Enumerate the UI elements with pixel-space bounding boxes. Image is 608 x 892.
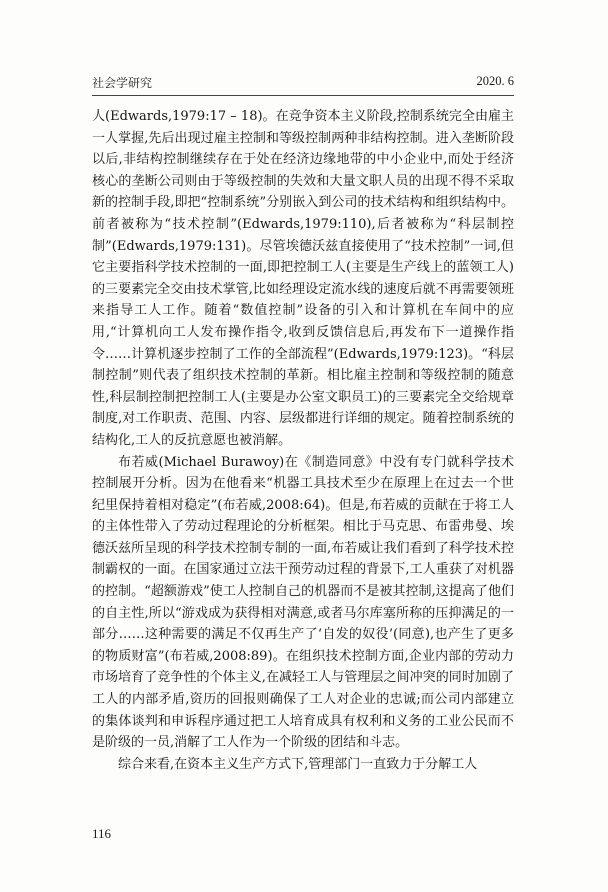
journal-name: 社会学研究 (92, 76, 153, 90)
issue-number: 2020. 6 (476, 74, 514, 88)
paragraph-continued: 人(Edwards,1979:17 – 18)。在竞争资本主义阶段,控制系统完全由雇主一人掌握,先后出现过雇主控制和等级控制两种非结构控制。进入垄断阶段以后,非结构控制继续存在于处在经济边缘地带的中小企业中,而处于经济核心的垄断公司则由于等级控制的失效和大量文职人员的出现不得不采取新的控制手段,即把“控制系统”分别嵌入到公司的技术结构和组织结构中。前者被称为“技术控制”(Edwards,1979:110),后者被称为“科层制控制”(Edwards,1979:131)。尽管埃德沃兹直接使用了“技术控制”一词,但它主要指科学技术控制的一面,即把控制工人(主要是生产线上的蓝领工人)的三要素完全交由技术掌管,比如经理设定流水线的速度后就不再需要领班来指导工人工作。随着“数值控制”设备的引入和计算机在车间中的应用,“计算机向工人发布操作指令,收到反馈信息后,再发布下一道操作指令……计算机逐步控制了工作的全部流程”(Edwards,1979:123)。“科层制控制”则代表了组织技术控制的革新。相比雇主控制和等级控制的随意性,科层制控制把控制工人(主要是办公室文职员工)的三要素完全交给规章制度,对工作职责、范围、内容、层级都进行详细的规定。随着控制系统的结构化,工人的反抗意愿也被消解。 (92, 109, 514, 448)
paragraph-summary: 综合来看,在资本主义生产方式下,管理部门一直致力于分解工人 (118, 756, 478, 772)
header-rule (92, 95, 514, 96)
page-number: 116 (92, 826, 112, 841)
paragraph-burawoy: 布若威(Michael Burawoy)在《制造同意》中没有专门就科学技术控制展开分析。因为在他看来“机器工具技术至少在原理上在过去一个世纪里保持着相对稳定”(布若威,2008:64)。但是,布若威的贡献在于将工人的主体性带入了劳动过程理论的分析框架。相比于马克思、布雷弗曼、埃德沃兹所呈现的科学技术控制专制的一面,布若威让我们看到了科学技术控制霸权的一面。在国家通过立法干预劳动过程的背景下,工人重获了对机器的控制。“超额游戏”使工人控制自己的机器而不是被其控制,这提高了他们的自主性,所以“游戏成为获得相对满意,或者马尔库塞所称的压抑满足的一部分……这种需要的满足不仅再生产了‘自发的奴役’(同意),也产生了更多的物质财富”(布若威,2008:89)。在组织技术控制方面,企业内部的劳动力市场培育了竞争性的个体主义,在减轻工人与管理层之间冲突的同时加剧了工人的内部矛盾,资历的回报则确保了工人对企业的忠诚;而公司内部建立的集体谈判和申诉程序通过把工人培育成具有权利和义务的工业公民而不是阶级的一员,消解了工人作为一个阶级的团结和斗志。 (92, 454, 514, 751)
article-body (92, 106, 514, 775)
